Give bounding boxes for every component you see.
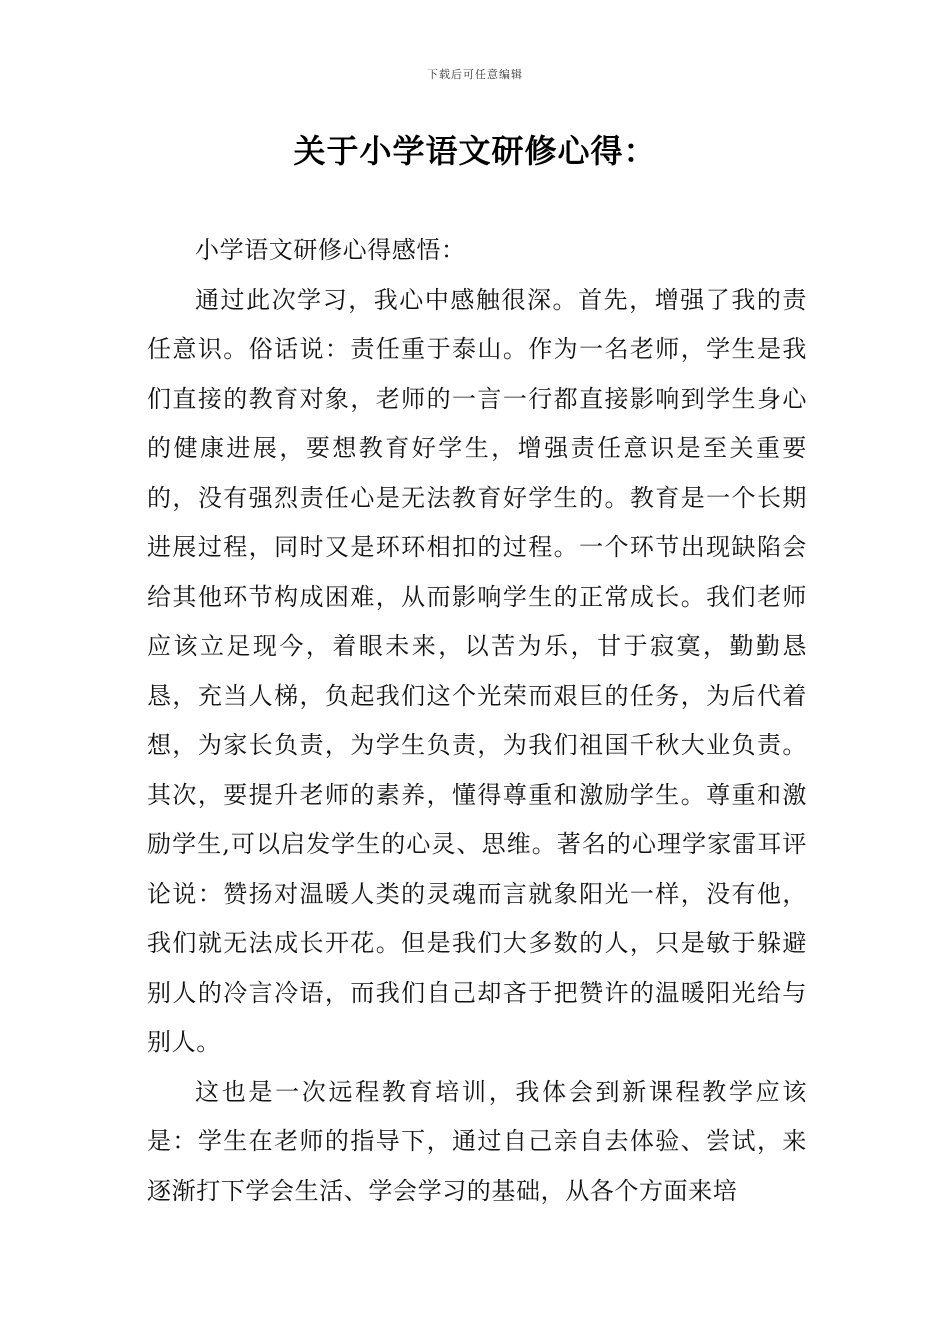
paragraph-subtitle: 小学语文研修心得感悟： (195, 236, 466, 264)
document-title: 关于小学语文研修心得： (293, 132, 657, 170)
paragraph: 这也是一次远程教育培训，我体会到新课程教学应该是：学生在老师的指导下，通过自己亲自去体验、尝试，来逐渐打下学会生活、学会学习的基础，从各个方面来培 (147, 1077, 807, 1205)
header-note: 下载后可任意编辑 (427, 68, 523, 81)
document-body (147, 226, 807, 1216)
paragraph: 通过此次学习，我心中感触很深。首先，增强了我的责任意识。俗话说：责任重于泰山。作为一名老师，学生是我们直接的教育对象，老师的一言一行都直接影响到学生身心的健康进展，要想教育好学生，增强责任意识是至关重要的，没有强烈责任心是无法教育好学生的。教育是一个长期进展过程，同时又是环环相扣的过程。一个环节出现缺陷会给其他环节构成困难，从而影响学生的正常成长。我们老师应该立足现今，着眼未来，以苦为乐，甘于寂寞，勤勤恳恳，充当人梯，负起我们这个光荣而艰巨的任务，为后代着想，为家长负责，为学生负责，为我们祖国千秋大业负责。其次，要提升老师的素养，懂得尊重和激励学生。尊重和激励学生,可以启发学生的心灵、思维。著名的心理学家雷耳评论说：赞扬对温暖人类的灵魂而言就象阳光一样，没有他，我们就无法成长开花。但是我们大多数的人，只是敏于躲避别人的冷言冷语，而我们自己却吝于把赞许的温暖阳光给与别人。 (147, 285, 807, 1056)
